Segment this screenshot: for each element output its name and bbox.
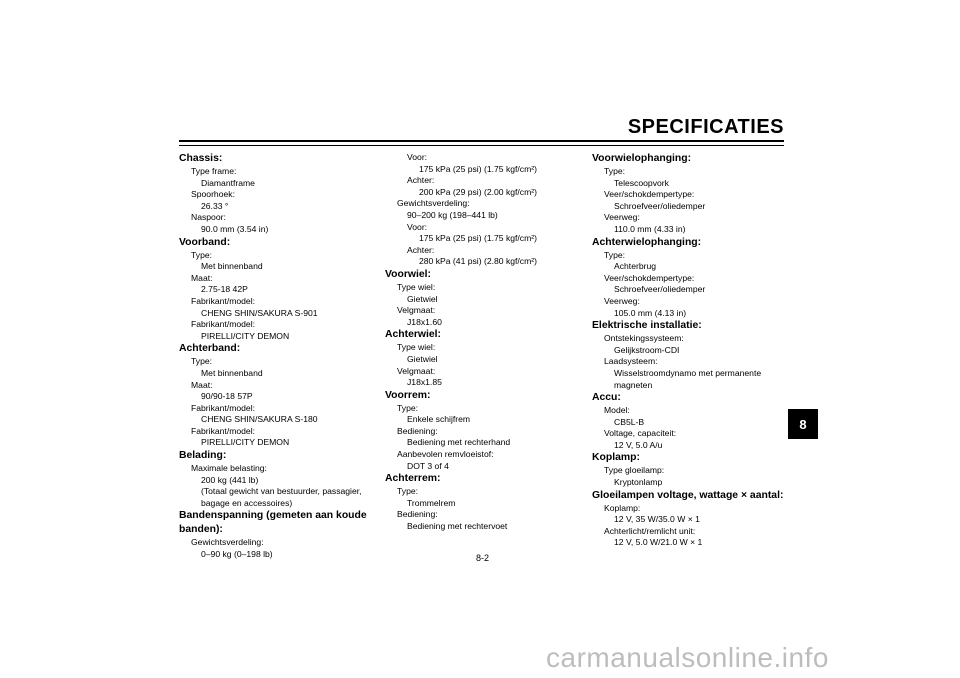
section-heading: Voorband: (179, 236, 231, 248)
spec-value: PIRELLI/CITY DEMON (201, 330, 290, 341)
spec-label: Spoorhoek: (191, 189, 235, 200)
section-heading: banden): (179, 524, 223, 536)
spec-value: CHENG SHIN/SAKURA S-180 (201, 414, 318, 425)
spec-value: Gelijkstroom-CDI (614, 344, 680, 355)
spec-label: Bediening: (397, 509, 438, 520)
spec-value: 105.0 mm (4.13 in) (614, 307, 687, 318)
spec-label: Veerweg: (604, 212, 640, 223)
header-rule-thick (179, 140, 784, 142)
spec-value: Met binnenband (201, 261, 263, 272)
spec-value: 12 V, 5.0 W/21.0 W × 1 (614, 537, 703, 548)
spec-label: Veerweg: (604, 295, 640, 306)
section-heading: Voorrem: (385, 389, 431, 401)
spec-value: 12 V, 5.0 A/u (614, 439, 663, 450)
spec-value: DOT 3 of 4 (407, 460, 449, 471)
spec-value: 90–200 kg (198–441 lb) (407, 209, 498, 220)
header-rule-thin (179, 145, 784, 146)
section-heading: Elektrische installatie: (592, 320, 702, 332)
spec-value: Met binnenband (201, 367, 263, 378)
section-heading: Achterwiel: (385, 329, 442, 341)
spec-value: Gietwiel (407, 293, 438, 304)
spec-value: Kryptonlamp (614, 477, 663, 488)
spec-label: Type gloeilamp: (604, 465, 665, 476)
spec-value: 200 kg (441 lb) (201, 474, 259, 485)
spec-value: 12 V, 35 W/35.0 W × 1 (614, 514, 700, 525)
section-heading: Gloeilampen voltage, wattage × aantal: (592, 489, 784, 501)
spec-label: Aanbevolen remvloeistof: (397, 449, 494, 460)
spec-label: Achterlicht/remlicht unit: (604, 525, 696, 536)
spec-value: 200 kPa (29 psi) (2.00 kgf/cm²) (419, 186, 537, 197)
spec-column-1 (179, 152, 379, 561)
spec-label: Type: (604, 166, 626, 176)
spec-value: Gietwiel (407, 353, 438, 364)
spec-value: 110.0 mm (4.33 in) (614, 223, 686, 234)
spec-value: 175 kPa (25 psi) (1.75 kgf/cm²) (419, 163, 537, 174)
spec-label: Fabrikant/model: (191, 402, 256, 413)
spec-value: Voor: (407, 221, 428, 232)
spec-label: Fabrikant/model: (191, 319, 256, 330)
spec-value: J18x1.60 (407, 316, 442, 327)
section-heading: Accu: (592, 392, 621, 404)
spec-value: Trommelrem (407, 497, 456, 508)
section-heading: Achterrem: (385, 473, 441, 485)
spec-value: Achter: (407, 175, 435, 186)
spec-value: 175 kPa (25 psi) (1.75 kgf/cm²) (419, 233, 537, 244)
spec-label: Type frame: (191, 166, 237, 176)
spec-label: Fabrikant/model: (191, 425, 256, 436)
spec-label: Veer/schokdempertype: (604, 189, 695, 200)
spec-value: Achterbrug (614, 261, 657, 272)
spec-label: Laadsysteem: (604, 356, 658, 367)
spec-label: Koplamp: (604, 502, 641, 513)
spec-value: Bediening met rechtervoet (407, 521, 508, 532)
spec-label: Velgmaat: (397, 365, 436, 376)
spec-label: Veer/schokdempertype: (604, 272, 695, 283)
section-heading: Koplamp: (592, 452, 640, 464)
spec-label: Maat: (191, 379, 213, 390)
spec-value: Enkele schijfrem (407, 414, 471, 425)
spec-value: Telescoopvork (614, 177, 669, 188)
spec-label: Type: (191, 249, 213, 260)
page-number: 8-2 (476, 553, 490, 563)
spec-value: PIRELLI/CITY DEMON (201, 437, 290, 448)
spec-label: Type: (191, 356, 213, 367)
spec-value: 280 kPa (41 psi) (2.80 kgf/cm²) (419, 256, 537, 267)
section-heading: Chassis: (179, 153, 223, 164)
spec-label: Type wiel: (397, 281, 436, 292)
section-heading: Bandenspanning (gemeten aan koude (179, 510, 367, 522)
spec-value: Voor: (407, 152, 428, 162)
spec-value: magneten (614, 379, 653, 390)
section-heading: Belading: (179, 450, 227, 462)
spec-value: 90/90-18 57P (201, 391, 253, 402)
spec-value: Wisselstroomdynamo met permanente (614, 367, 762, 378)
chapter-tab: 8 (788, 409, 818, 439)
section-heading: Achterwielophanging: (592, 236, 702, 248)
spec-label: Gewichtsverdeling: (397, 198, 470, 209)
section-heading: Achterband: (179, 343, 241, 355)
section-heading: Voorwielophanging: (592, 153, 692, 164)
watermark: carmanualsonline.info (546, 642, 829, 673)
spec-value: 2.75-18 42P (201, 284, 248, 295)
spec-label: Ontstekingssysteem: (604, 333, 684, 344)
spec-value: (Totaal gewicht van bestuurder, passagier, (201, 486, 362, 497)
spec-value: Bediening met rechterhand (407, 437, 511, 448)
spec-column-2 (385, 152, 585, 533)
spec-label: Type: (397, 486, 419, 497)
spec-label: Gewichtsverdeling: (191, 537, 264, 548)
spec-value: 0–90 kg (0–198 lb) (201, 549, 273, 560)
spec-label: Naspoor: (191, 212, 226, 223)
spec-value: Schroefveer/oliedemper (614, 200, 706, 211)
spec-label: Fabrikant/model: (191, 295, 256, 306)
spec-value: Achter: (407, 244, 435, 255)
spec-value: 90.0 mm (3.54 in) (201, 223, 269, 234)
page-title: SPECIFICATIES (627, 116, 784, 138)
spec-label: Voltage, capaciteit: (604, 428, 677, 439)
spec-label: Type: (604, 249, 626, 260)
spec-column-3 (592, 152, 792, 549)
spec-value: Schroefveer/oliedemper (614, 284, 706, 295)
spec-label: Model: (604, 405, 630, 416)
spec-value: Diamantframe (201, 177, 255, 188)
spec-value: CB5L-B (614, 416, 645, 427)
spec-value: bagage en accessoires) (201, 497, 293, 508)
spec-value: J18x1.85 (407, 377, 442, 388)
spec-value: 26.33 ° (201, 200, 229, 211)
spec-value: CHENG SHIN/SAKURA S-901 (201, 307, 318, 318)
spec-label: Type wiel: (397, 342, 436, 353)
spec-label: Velgmaat: (397, 305, 436, 316)
spec-label: Maat: (191, 272, 213, 283)
section-heading: Voorwiel: (385, 268, 431, 280)
spec-label: Type: (397, 402, 419, 413)
spec-label: Bediening: (397, 425, 438, 436)
spec-label: Maximale belasting: (191, 463, 267, 474)
